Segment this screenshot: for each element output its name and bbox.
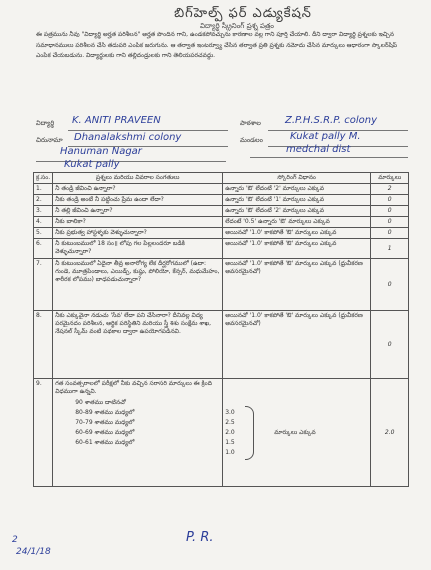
student-name-label: విద్యార్థి [36, 119, 55, 127]
row-number: 4. [34, 217, 53, 228]
grade-scale-value: 2.5 [225, 418, 235, 426]
row-rule: అయినచో '1.0' కాకపోతే 'ఔ' మార్కులు ఎక్కువ [223, 228, 371, 239]
grade-scale-value: 1.5 [225, 438, 235, 446]
row-rule: ఉన్నారు 'ఔ' లేదంటే '2' మార్కులు ఎక్కువ [223, 206, 371, 217]
row-number: 5. [34, 228, 53, 239]
col-header-no: క్ర.సం. [34, 173, 53, 184]
date-mark: 2 [12, 535, 18, 545]
row-question: నీకు ఎక్కువైనా నడుచు 'సేవ' లేదా పని చేసినారా? దీనివల్ల విద్య పరమైనదం పరిశీలన, ఆర్థిక పరిస్థితిని మరియు స్త్రీ శిశు సంక్షేమ శాఖ, నేషనల్ స్కీమ్ వంటి పథకాల ద్వారా ఉపయోగపడినవి. [53, 311, 223, 379]
school-value: Z.P.H.S.R.P. colony [285, 115, 377, 126]
table-row [34, 228, 409, 239]
table-row [34, 217, 409, 228]
col-header-marks: మార్కులు [371, 173, 409, 184]
address-line-1: Dhanalakshmi colony [74, 132, 182, 143]
table-header-row [34, 173, 409, 184]
row-score: 2 [371, 184, 409, 195]
table-row [34, 259, 409, 311]
row-number: 6. [34, 239, 53, 259]
address-line-2: Hanuman Nagar [60, 146, 142, 157]
row-number: 9. [34, 379, 53, 487]
screening-table [33, 172, 409, 487]
row-question: నీ తండ్రి జీవించి ఉన్నారా? [53, 184, 223, 195]
grade-scale-item: 70-79 శాతము మధ్యలో [75, 419, 135, 426]
row-question: నీకు ప్రభుత్వ హాస్టళ్ళకు వెళ్ళుచున్నారా? [53, 228, 223, 239]
row-score: 0 [371, 195, 409, 206]
row-score: 2.0 [371, 379, 409, 487]
address-label: చిరునామా [36, 136, 63, 144]
table-row [34, 311, 409, 379]
row-number: 8. [34, 311, 53, 379]
form-title: బిగ్‌హెల్ప్ ఫర్ ఎడ్యుకేషన్ [174, 6, 312, 21]
grade-scale-values [225, 408, 245, 458]
row-score: 0 [371, 311, 409, 379]
row-rule [223, 379, 371, 487]
grade-question: గత సంవత్సరాలలో పరీక్షలో నీకు వచ్చిన సరాసరి మార్కులు ఈ క్రింది విధముగా ఉన్నవి. [55, 380, 212, 395]
student-name-value: K. ANITI PRAVEEN [72, 115, 161, 126]
row-question: నీ కుటుంబములో 18 సం॥ లోపు గల పిల్లలందరూ బడికి వెళ్ళుచున్నారా? [53, 239, 223, 259]
row-number: 1. [34, 184, 53, 195]
grade-scale-list [55, 398, 220, 448]
row-number: 3. [34, 206, 53, 217]
col-header-question: ప్రశ్నలు మరియు వివరాల సంగతులు [53, 173, 223, 184]
grade-scale-value: 3.0 [225, 408, 235, 416]
row-question: నీ తల్లి జీవించి ఉన్నారా? [53, 206, 223, 217]
intro-paragraph: ఈ పత్రమును నీవు "విద్యార్థి అర్హత పరిశీలన" అర్హత పొందిన గాని, ఉండకపోవచ్చును కారణాల వల్ల గాని పూర్తి చేయాలి. దీని ద్వారా విద్యార్థి ప్రశ్నలకు ఇచ్చిన సమాధానములు పరిశీలన చేసి తదుపరి ఎంపిక జరుగును. ఆ తర్వాత ఇంటర్వ్యూ చేసిన తర్వాత ప్రతి ప్రశ్నకు నమోదు చేసిన మార్కులు ఆధారంగా స్కాలర్‌షిప్ ఎంపిక చేయబడును. విద్యార్థులకు గాని తల్లిదండ్రులకు గాని తెలియపరచవద్దు. [36, 31, 398, 59]
grade-rule: మార్కులు ఎక్కువ [274, 428, 316, 436]
row-score: 0 [371, 206, 409, 217]
form-subtitle: విద్యార్థి స్క్రీనింగ్ ప్రశ్న పత్రం [200, 22, 274, 30]
mandal-value: Kukat pally M. [290, 131, 361, 142]
district-underline [250, 157, 408, 158]
address-line-3: Kukat pally [64, 159, 120, 170]
row-question [53, 379, 223, 487]
district-value: medchal dist [286, 144, 351, 155]
row-rule: లేదంటే '0.5' ఉన్నారు 'ఔ' మార్కులు ఎక్కువ [223, 217, 371, 228]
table-row [34, 239, 409, 259]
signature: P. R. [186, 530, 214, 545]
row-score: 0 [371, 259, 409, 311]
row-question: నీ కుటుంబములో ఏదైనా తీవ్ర అనారోగ్య లేక దీర్ఘరోగములో (ఉదా: గుండె, మూత్రపిండాలు, ఎయిడ్స్, కుష్ఠు, పోలియో, కేన్సర్, మధుమేహం, శారీరక లోపము) బాధపడుచున్నారా? [53, 259, 223, 311]
row-rule: అయినచో '1.0' కాకపోతే 'ఔ' మార్కులు ఎక్కువ (ధ్రువీకరణ అవసరమైనచో) [223, 259, 371, 311]
row-score: 0 [371, 217, 409, 228]
name-underline [68, 130, 228, 131]
table-row [34, 195, 409, 206]
row-number: 7. [34, 259, 53, 311]
grade-scale-item: 60-69 శాతము మధ్యలో [75, 429, 135, 436]
grade-scale-value: 1.0 [225, 448, 235, 456]
row-rule: అయినచో '1.0' కాకపోతే 'ఔ' మార్కులు ఎక్కువ (ధ్రువీకరణ అవసరమైనచో) [223, 311, 371, 379]
row-score: 1 [371, 239, 409, 259]
table-row [34, 184, 409, 195]
row-rule: ఉన్నారు 'ఔ' లేదంటే '1' మార్కులు ఎక్కువ [223, 195, 371, 206]
row-question: నీకు తండ్రి అంటే నీ పట్టించు ప్రేమ ఉందా లేదా? [53, 195, 223, 206]
row-rule: అయినచో '1.0' కాకపోతే 'ఔ' మార్కులు ఎక్కువ [223, 239, 371, 259]
col-header-rule: స్కోరింగ్ విధానం [223, 173, 371, 184]
table-row [34, 206, 409, 217]
grade-scale-value: 2.0 [225, 428, 235, 436]
mandal-label: మండలం [240, 136, 263, 144]
row-rule: ఉన్నారు 'ఔ' లేదంటే '2' మార్కులు ఎక్కువ [223, 184, 371, 195]
row-number: 2. [34, 195, 53, 206]
table-row [34, 379, 409, 487]
grade-scale-item: 80-89 శాతము మధ్యలో [75, 409, 135, 416]
row-score: 0 [371, 228, 409, 239]
brace [245, 406, 254, 460]
handwritten-date: 24/1/18 [16, 547, 51, 557]
grade-scale-item: 90 శాతము దాటినచో [75, 399, 126, 406]
school-label: పాఠశాల [240, 119, 261, 127]
row-question: నీకు బాలికా? [53, 217, 223, 228]
grade-scale-item: 60-61 శాతము మధ్యలో [75, 439, 135, 446]
